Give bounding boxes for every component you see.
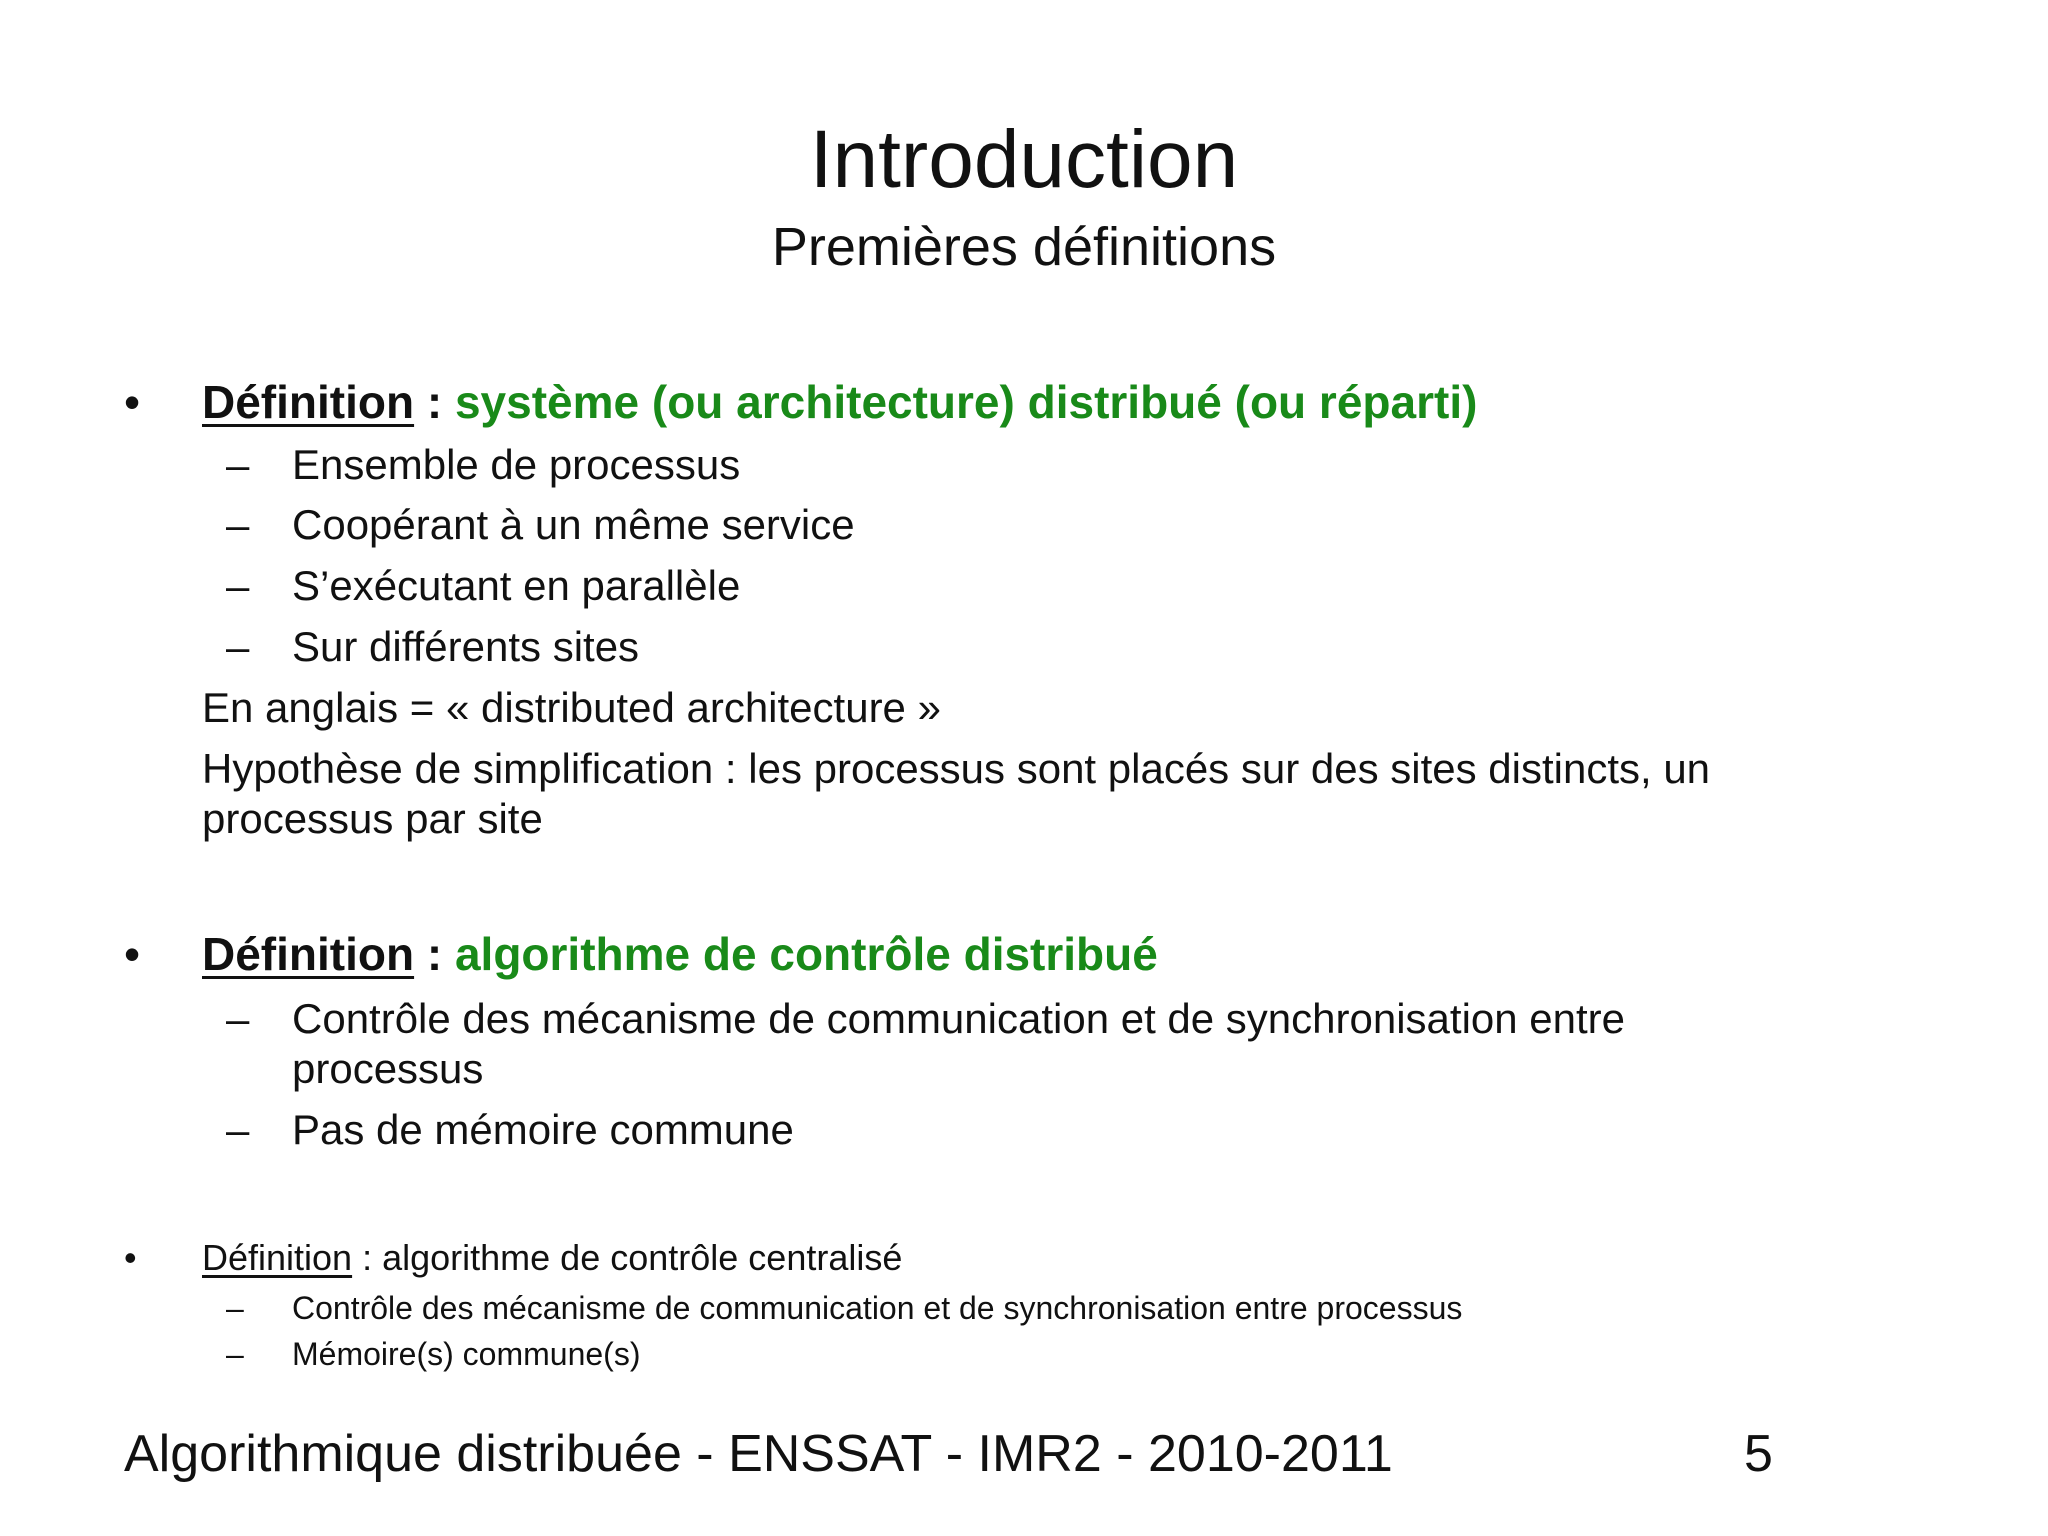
section-2-heading [202,928,1158,980]
definition-term: système (ou architecture) distribué (ou réparti) [454,376,1478,428]
dash-3-2: – [226,1336,244,1372]
dash-1-1: – [226,441,250,488]
definition-label: Définition [202,928,415,980]
note-line: processus par site [202,795,543,842]
note-line: En anglais = « distributed architecture » [202,684,941,731]
list-item: Coopérant à un même service [292,501,855,548]
page-number: 5 [1744,1425,1773,1483]
dash-1-2: – [226,501,250,548]
dash-2-2: – [226,1106,250,1153]
dash-2-1: – [226,995,250,1042]
definition-label: Définition [202,376,415,428]
list-item: S’exécutant en parallèle [292,562,741,609]
slide-title: Introduction [809,114,1239,205]
definition-colon: : [414,928,455,980]
bullet-2: • [124,928,141,980]
bullet-3: • [124,1237,137,1278]
slide-subtitle: Premières définitions [771,217,1277,277]
list-item: Ensemble de processus [292,441,741,488]
definition-label: Définition [202,1237,353,1278]
definition-rest: : algorithme de contrôle centralisé [352,1237,903,1278]
dash-3-1: – [226,1290,244,1326]
definition-term: algorithme de contrôle distribué [454,928,1158,980]
list-item: Sur différents sites [292,623,640,670]
list-item: Mémoire(s) commune(s) [292,1336,641,1372]
footer-text: Algorithmique distribuée - ENSSAT - IMR2 - 2010-2011 [124,1425,1393,1483]
section-1-heading [202,376,1477,428]
note-line: Hypothèse de simplification : les processus sont placés sur des sites distincts, un [202,745,1711,792]
dash-1-3: – [226,562,250,609]
bullet-1: • [124,376,141,428]
dash-1-4: – [226,623,250,670]
list-item: processus [292,1045,484,1092]
list-item: Contrôle des mécanisme de communication et de synchronisation entre [292,995,1626,1042]
list-item: Contrôle des mécanisme de communication et de synchronisation entre processus [292,1290,1463,1326]
section-3-heading [202,1236,902,1280]
list-item: Pas de mémoire commune [292,1106,794,1153]
definition-colon: : [414,376,455,428]
